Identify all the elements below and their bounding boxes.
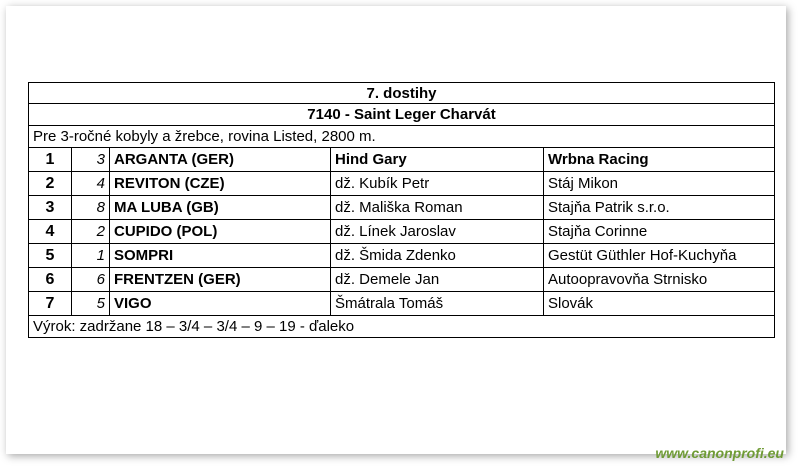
table-row: [29, 220, 775, 244]
jockey-cell: dž. Demele Jan: [331, 268, 544, 292]
start-number-cell: 2: [72, 220, 110, 244]
owner-cell: Wrbna Racing: [544, 148, 775, 172]
race-results-table: [28, 82, 775, 338]
race-number: 7. dostihy: [29, 83, 775, 104]
race-title: 7140 - Saint Leger Charvát: [29, 104, 775, 126]
horse-cell: ARGANTA (GER): [110, 148, 331, 172]
jockey-cell: dž. Mališka Roman: [331, 196, 544, 220]
race-conditions: Pre 3-ročné kobyly a žrebce, rovina Listed, 2800 m.: [29, 126, 775, 148]
start-number-cell: 1: [72, 244, 110, 268]
start-number-cell: 4: [72, 172, 110, 196]
table-row: [29, 244, 775, 268]
race-verdict: Výrok: zadržane 18 – 3/4 – 3/4 – 9 – 19 - ďaleko: [29, 316, 775, 338]
place-cell: 1: [29, 148, 72, 172]
watermark: www.canonprofi.eu: [655, 445, 784, 461]
owner-cell: Gestüt Güthler Hof-Kuchyňa: [544, 244, 775, 268]
owner-cell: Stajňa Patrik s.r.o.: [544, 196, 775, 220]
horse-cell: MA LUBA (GB): [110, 196, 331, 220]
race-footer-row: [29, 316, 775, 338]
place-cell: 4: [29, 220, 72, 244]
table-row: [29, 148, 775, 172]
start-number-cell: 6: [72, 268, 110, 292]
place-cell: 3: [29, 196, 72, 220]
horse-cell: FRENTZEN (GER): [110, 268, 331, 292]
race-conditions-row: [29, 126, 775, 148]
jockey-cell: Hind Gary: [331, 148, 544, 172]
start-number-cell: 3: [72, 148, 110, 172]
horse-cell: SOMPRI: [110, 244, 331, 268]
jockey-cell: Šmátrala Tomáš: [331, 292, 544, 316]
owner-cell: Stajňa Corinne: [544, 220, 775, 244]
horse-cell: VIGO: [110, 292, 331, 316]
place-cell: 2: [29, 172, 72, 196]
jockey-cell: dž. Šmida Zdenko: [331, 244, 544, 268]
owner-cell: Autoopravovňa Strnisko: [544, 268, 775, 292]
race-title-row: [29, 104, 775, 126]
place-cell: 6: [29, 268, 72, 292]
race-number-row: [29, 83, 775, 104]
jockey-cell: dž. Línek Jaroslav: [331, 220, 544, 244]
table-row: [29, 268, 775, 292]
start-number-cell: 5: [72, 292, 110, 316]
table-row: [29, 172, 775, 196]
jockey-cell: dž. Kubík Petr: [331, 172, 544, 196]
place-cell: 5: [29, 244, 72, 268]
owner-cell: Slovák: [544, 292, 775, 316]
table-row: [29, 196, 775, 220]
table-row: [29, 292, 775, 316]
horse-cell: REVITON (CZE): [110, 172, 331, 196]
start-number-cell: 8: [72, 196, 110, 220]
owner-cell: Stáj Mikon: [544, 172, 775, 196]
place-cell: 7: [29, 292, 72, 316]
horse-cell: CUPIDO (POL): [110, 220, 331, 244]
